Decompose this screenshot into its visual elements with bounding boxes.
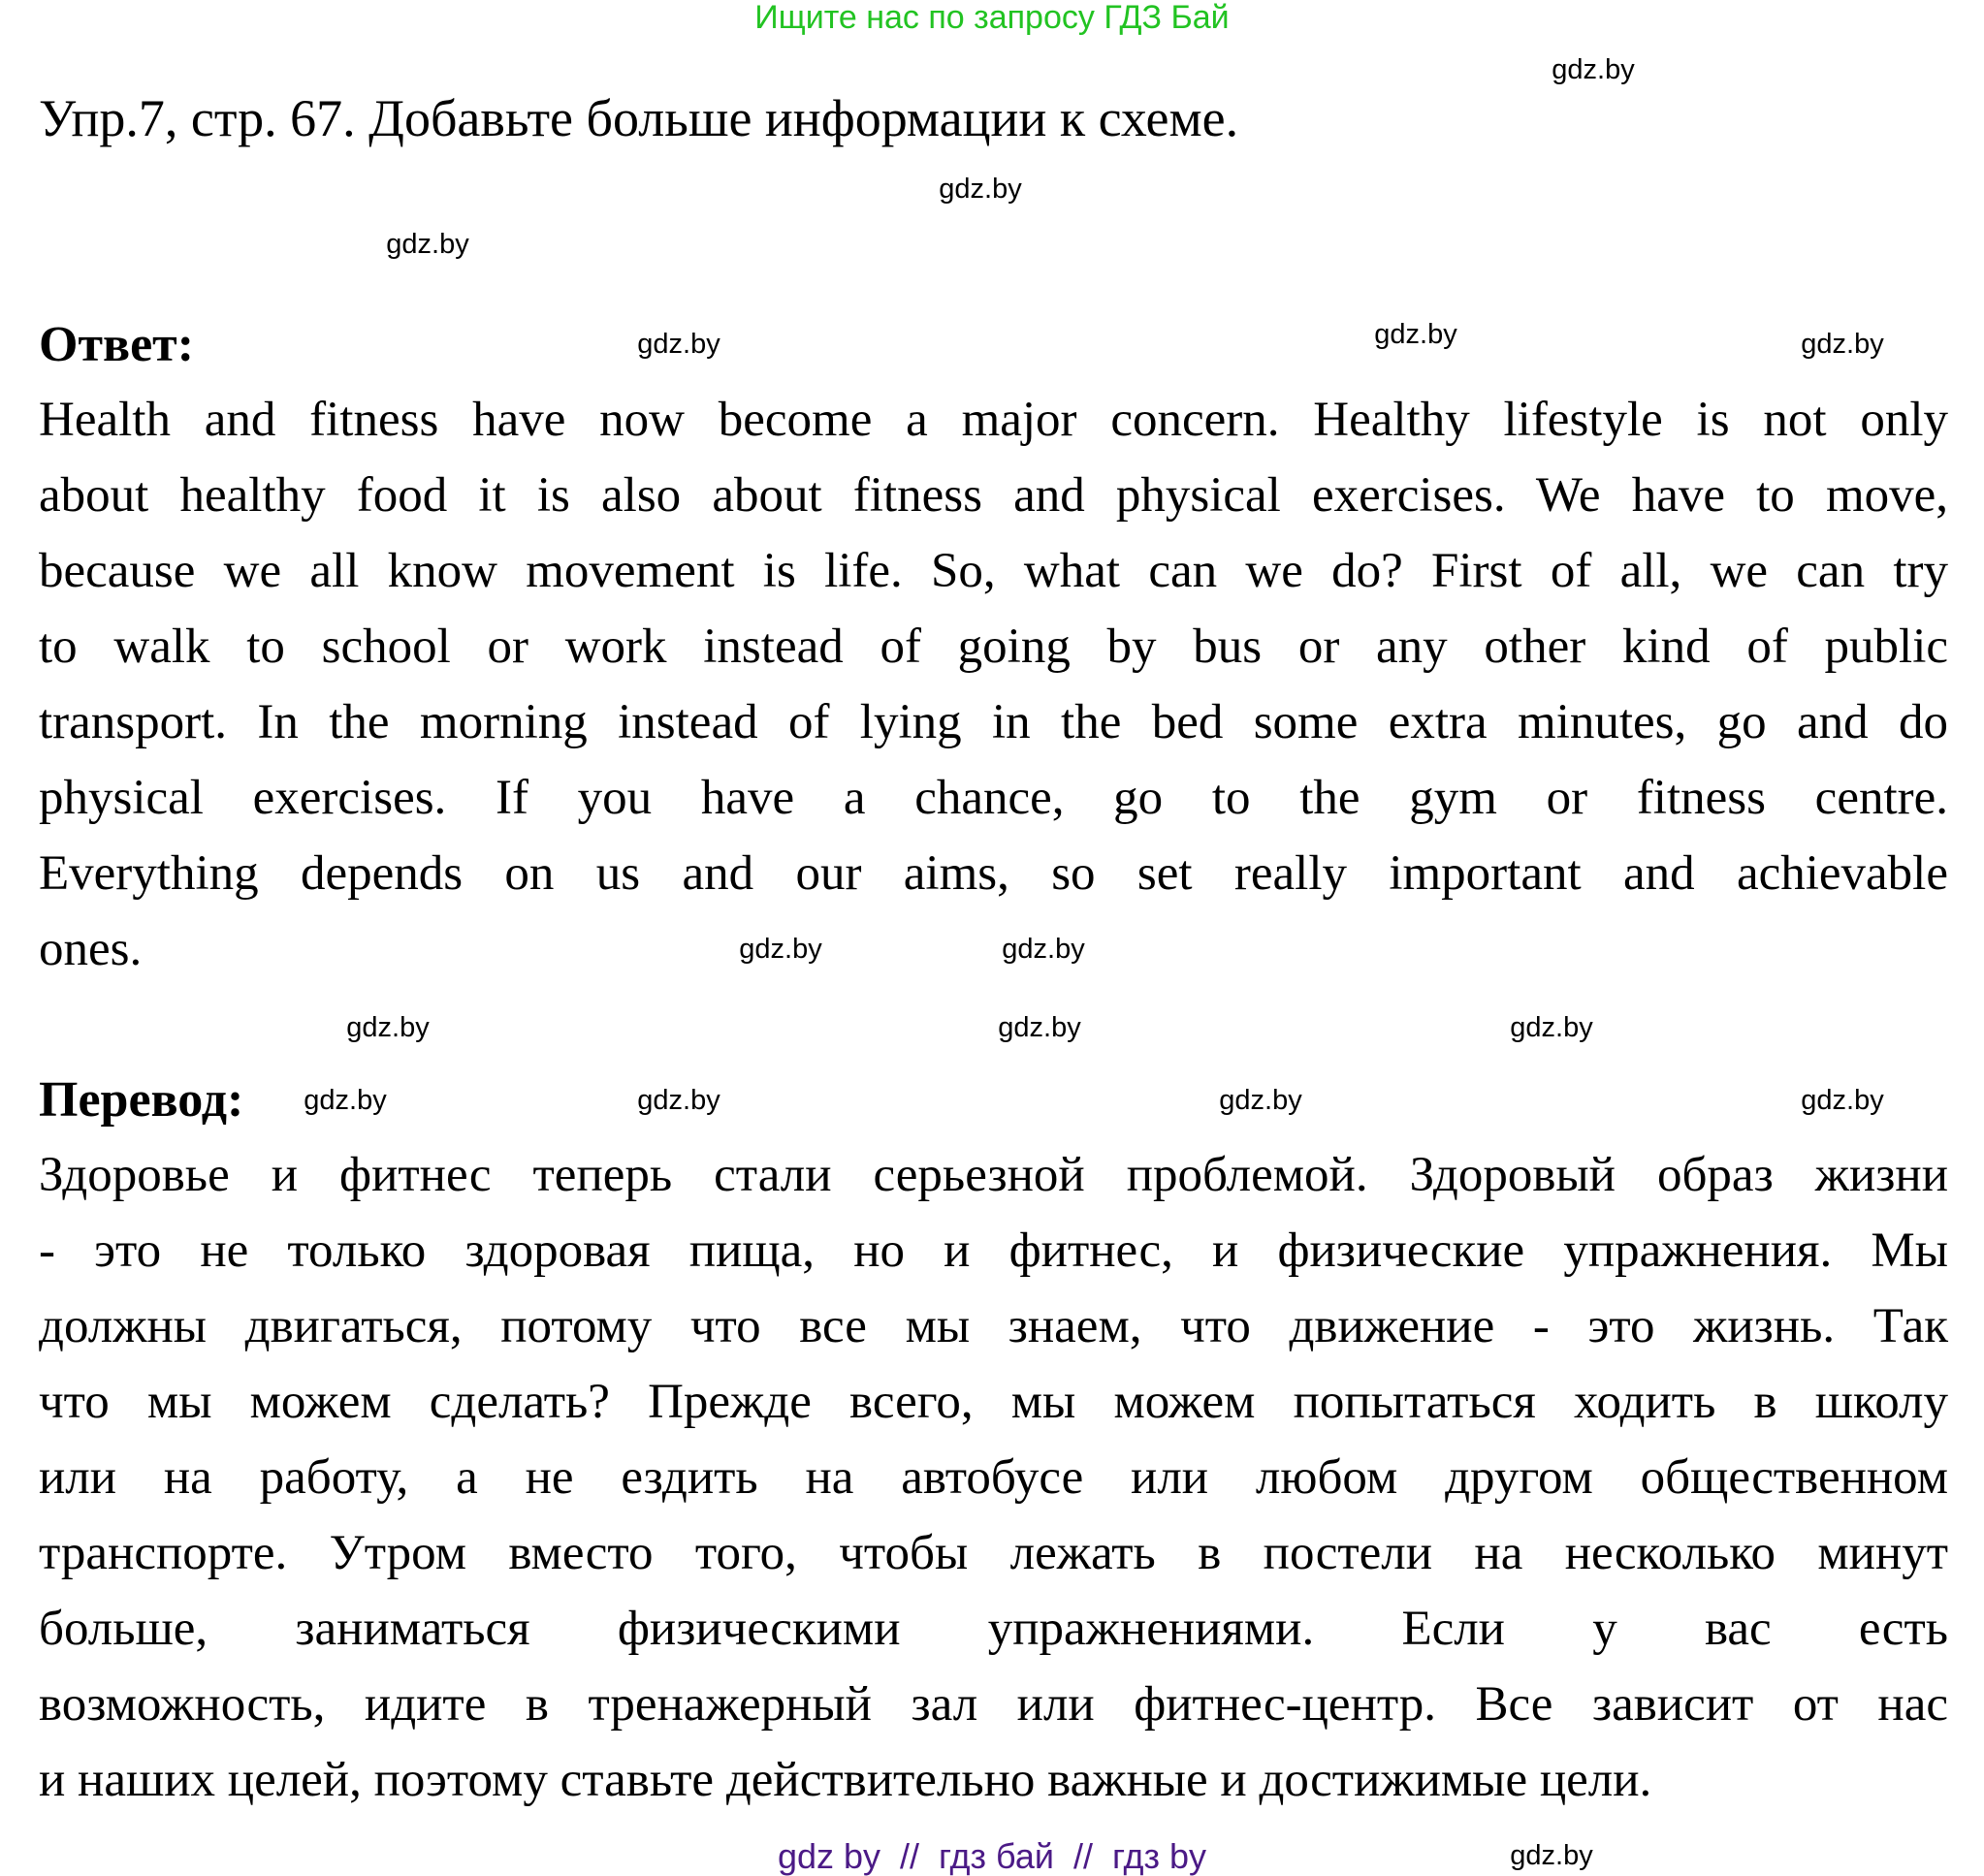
translation-heading: Перевод: xyxy=(39,1072,244,1128)
watermark: gdz.by xyxy=(1374,319,1457,350)
watermark: gdz.by xyxy=(739,934,822,965)
answer-line: because we all know movement is life. So, what can we do? First of all, we can try xyxy=(39,544,1948,598)
watermark: gdz.by xyxy=(1002,934,1085,965)
answer-line: about healthy food it is also about fitness and physical exercises. We have to move, xyxy=(39,468,1948,523)
watermark: gdz.by xyxy=(998,1012,1081,1043)
answer-line: ones. xyxy=(39,922,143,976)
answer-line: to walk to school or work instead of going by bus or any other kind of public xyxy=(39,620,1948,674)
translation-line: транспорте. Утром вместо того, чтобы лежать в постели на несколько минут xyxy=(39,1526,1948,1580)
translation-text xyxy=(39,1137,1948,1818)
translation-line: или на работу, а не ездить на автобусе или любом другом общественном xyxy=(39,1450,1948,1505)
translation-line: больше, заниматься физическими упражнениями. Если у вас есть xyxy=(39,1602,1948,1656)
search-banner[interactable]: Ищите нас по запросу ГДЗ Бай xyxy=(754,0,1230,36)
watermark: gdz.by xyxy=(1801,329,1884,360)
exercise-title: Упр.7, стр. 67. Добавьте больше информации к схеме. xyxy=(39,89,1239,147)
watermark: gdz.by xyxy=(304,1085,387,1116)
footer-links-row xyxy=(0,1837,1984,1876)
answer-line: Everything depends on us and our aims, so set really important and achievable xyxy=(39,846,1948,901)
translation-line: - это не только здоровая пища, но и фитнес, и физические упражнения. Мы xyxy=(39,1224,1948,1278)
watermark: gdz.by xyxy=(1510,1840,1593,1871)
footer-links[interactable]: gdz by // гдз бай // гдз by xyxy=(777,1836,1207,1876)
watermark: gdz.by xyxy=(637,1085,720,1116)
watermark: gdz.by xyxy=(1219,1085,1302,1116)
answer-heading: Ответ: xyxy=(39,317,195,372)
translation-line: что мы можем сделать? Прежде всего, мы можем попытаться ходить в школу xyxy=(39,1375,1948,1429)
answer-line: transport. In the morning instead of lying in the bed some extra minutes, go and do xyxy=(39,695,1948,749)
answer-line: physical exercises. If you have a chance, go to the gym or fitness centre. xyxy=(39,771,1948,825)
translation-line: должны двигаться, потому что все мы знаем, что движение - это жизнь. Так xyxy=(39,1299,1948,1353)
translation-line: возможность, идите в тренажерный зал или фитнес-центр. Все зависит от нас xyxy=(39,1677,1948,1732)
watermark: gdz.by xyxy=(346,1012,430,1043)
answer-text xyxy=(39,382,1948,987)
translation-line: и наших целей, поэтому ставьте действительно важные и достижимые цели. xyxy=(39,1753,1652,1807)
watermark: gdz.by xyxy=(939,174,1022,205)
watermark: gdz.by xyxy=(386,229,469,260)
watermark: gdz.by xyxy=(1801,1085,1884,1116)
watermark: gdz.by xyxy=(1510,1012,1593,1043)
watermark: gdz.by xyxy=(1552,54,1635,85)
watermark: gdz.by xyxy=(637,329,720,360)
translation-line: Здоровье и фитнес теперь стали серьезной проблемой. Здоровый образ жизни xyxy=(39,1148,1948,1202)
answer-line: Health and fitness have now become a major concern. Healthy lifestyle is not only xyxy=(39,393,1948,447)
